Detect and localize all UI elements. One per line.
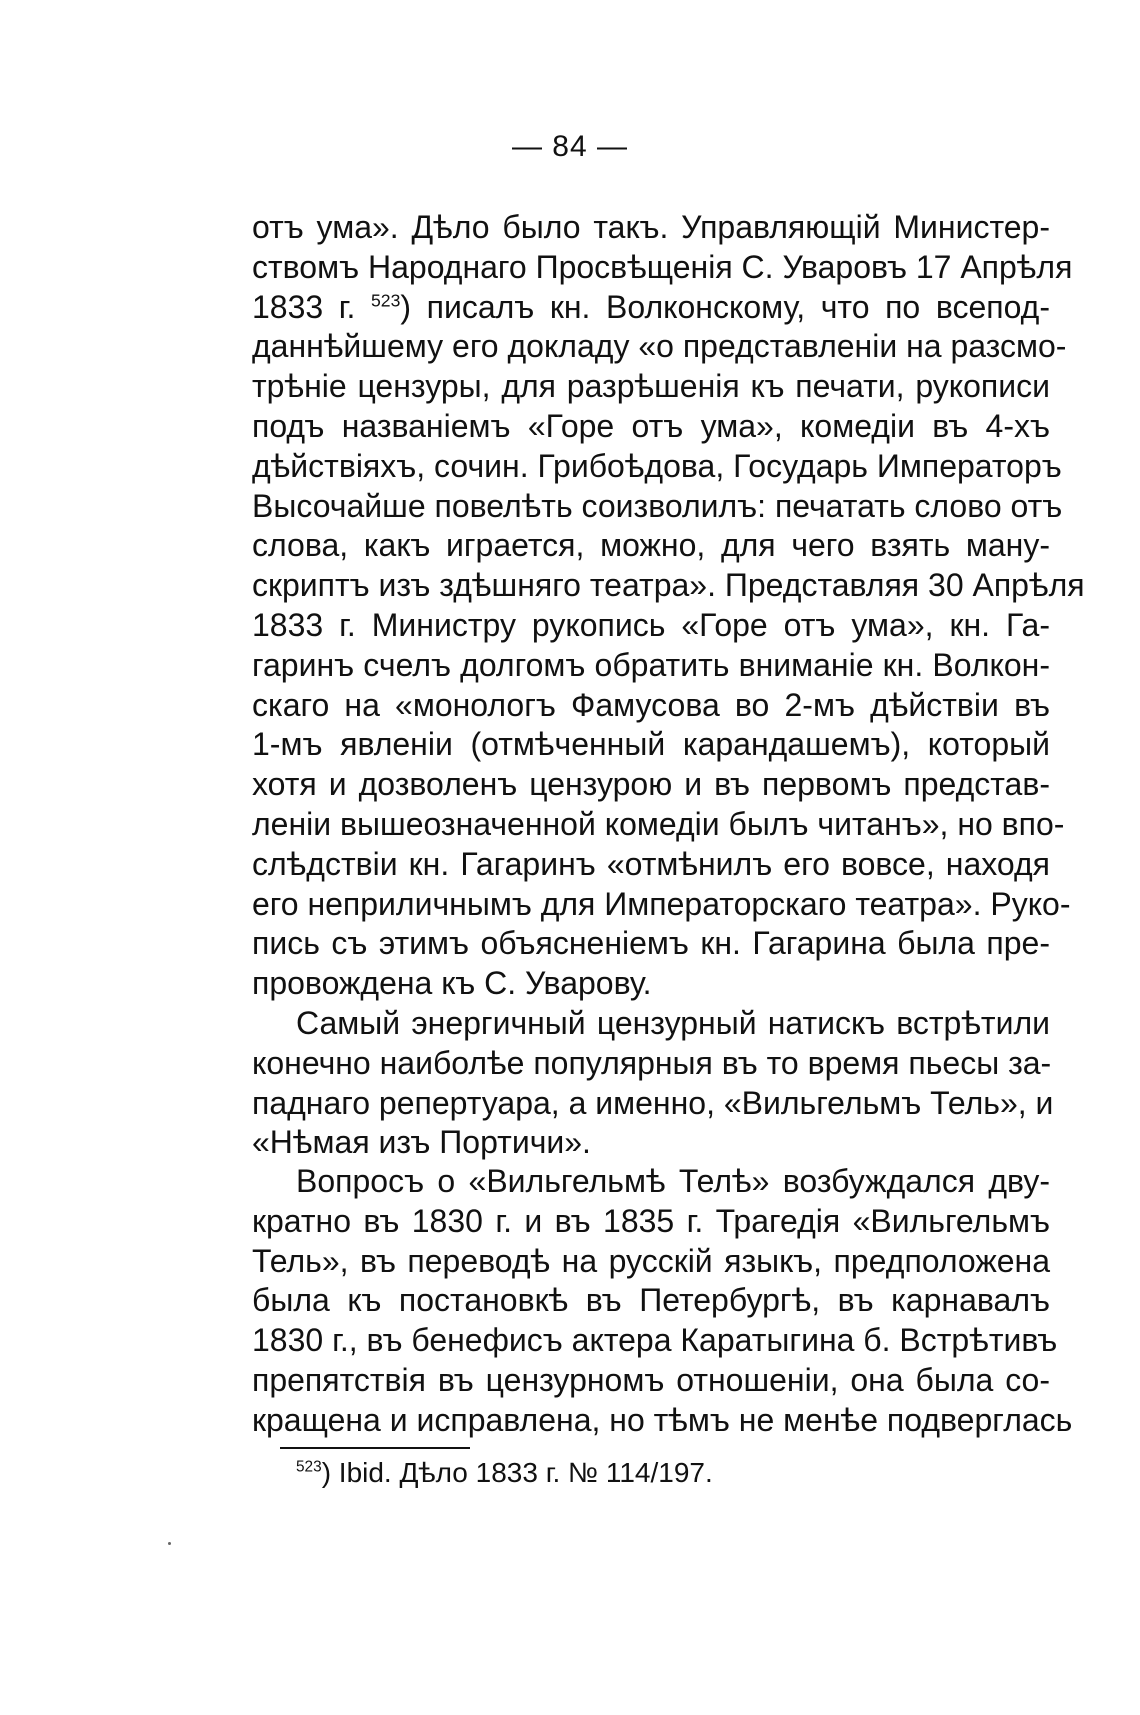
paragraph-2-line-4: «Нѣмая изъ Портичи». bbox=[252, 1124, 591, 1161]
paragraph-1-line-8: Высочайше повелѣть соизволилъ: печатать слово отъ bbox=[252, 487, 1063, 524]
paragraph-1-line-3 bbox=[252, 288, 1050, 328]
paragraph-3-line-3: Тель», въ переводѣ на русскій языкъ, предположена bbox=[252, 1242, 1050, 1279]
paragraph-2-line-1: Самый энергичный цензурный натискъ встрѣтили bbox=[296, 1005, 1050, 1041]
paragraph-1-line-15: хотя и дозволенъ цензурою и въ первомъ представ- bbox=[252, 766, 1050, 803]
paragraph-3-line-6: препятствія въ цензурномъ отношеніи, она была со- bbox=[252, 1361, 1050, 1398]
paragraph-1-line-17: слѣдствіи кн. Гагаринъ «отмѣнилъ его вовсе, находя bbox=[252, 845, 1050, 882]
paragraph-3-line-5: 1830 г., въ бенефисъ актера Каратыгина б. Встрѣтивъ bbox=[252, 1322, 1058, 1359]
footnote bbox=[296, 1455, 713, 1491]
paragraph-1-line-19: пись съ этимъ объясненіемъ кн. Гагарина была пре- bbox=[252, 925, 1050, 962]
paragraph-1-line-14: 1-мъ явленіи (отмѣченный карандашемъ), который bbox=[252, 726, 1050, 763]
paragraph-2-line-3: паднаго репертуара, а именно, «Вильгельмъ Тель», и bbox=[252, 1084, 1054, 1121]
paragraph-3-line-4: была къ постановкѣ въ Петербургѣ, въ карнавалъ bbox=[252, 1282, 1050, 1319]
paragraph-2 bbox=[252, 1004, 1054, 1163]
footnote-divider bbox=[280, 1447, 470, 1449]
paragraph-1-line-16: леніи вышеозначенной комедіи былъ читанъ», но впо- bbox=[252, 805, 1065, 842]
paragraph-1-line-3-end: ) писалъ кн. Волконскому, что по всепод- bbox=[400, 288, 1050, 325]
paragraph-1-line-9: слова, какъ играется, можно, для чего взять ману- bbox=[252, 527, 1050, 564]
paragraph-1-line-2: ствомъ Народнаго Просвѣщенія С. Уваровъ 17 Апрѣля bbox=[252, 248, 1073, 285]
page-number: — 84 — bbox=[511, 130, 629, 163]
paragraph-1-line-7: дѣйствіяхъ, сочин. Грибоѣдова, Государь Императоръ bbox=[252, 447, 1062, 484]
paragraph-1-line-20: провождена къ С. Уварову. bbox=[252, 965, 652, 1002]
paragraph-1-line-3-start: 1833 г. bbox=[252, 288, 372, 325]
paragraph-3-line-7: кращена и исправлена, но тѣмъ не менѣе подверглась bbox=[252, 1401, 1073, 1438]
paragraph-1-line-13: скаго на «монологъ Фамусова во 2-мъ дѣйствіи въ bbox=[252, 686, 1050, 723]
paragraph-1-line-12: гаринъ счелъ долгомъ обратить вниманіе кн. Волкон- bbox=[252, 646, 1050, 683]
paragraph-1-line-18: его неприличнымъ для Императорскаго театра». Руко- bbox=[252, 885, 1071, 922]
paragraph-1-line-4: даннѣйшему его докладу «о представленіи на разсмо- bbox=[252, 328, 1067, 365]
paragraph-3 bbox=[252, 1162, 1073, 1441]
paragraph-1-line-10: скриптъ изъ здѣшняго театра». Представляя 30 Апрѣля bbox=[252, 567, 1085, 604]
paragraph-1 bbox=[252, 208, 1085, 1004]
paragraph-1-line-11: 1833 г. Министру рукопись «Горе отъ ума», кн. Га- bbox=[252, 606, 1050, 643]
paragraph-3-line-2: кратно въ 1830 г. и въ 1835 г. Трагедія «Вильгельмъ bbox=[252, 1202, 1050, 1239]
paragraph-2-line-2: конечно наиболѣе популярныя въ то время пьесы за- bbox=[252, 1044, 1052, 1081]
paragraph-1-line-6: подъ названіемъ «Горе отъ ума», комедіи въ 4-хъ bbox=[252, 407, 1050, 444]
footnote-text: ) Ibid. Дѣло 1833 г. № 114/197. bbox=[321, 1457, 713, 1488]
ink-speck bbox=[168, 1542, 171, 1545]
paragraph-1-line-5: трѣніе цензуры, для разрѣшенія къ печати, рукописи bbox=[252, 368, 1050, 405]
paragraph-1-line-1: отъ ума». Дѣло было такъ. Управляющій Министер- bbox=[252, 209, 1050, 245]
footnote-reference: 523 bbox=[371, 289, 401, 310]
footnote-marker: 523 bbox=[296, 1458, 322, 1476]
paragraph-3-line-1: Вопросъ о «Вильгельмѣ Телѣ» возбуждался дву- bbox=[296, 1163, 1050, 1199]
